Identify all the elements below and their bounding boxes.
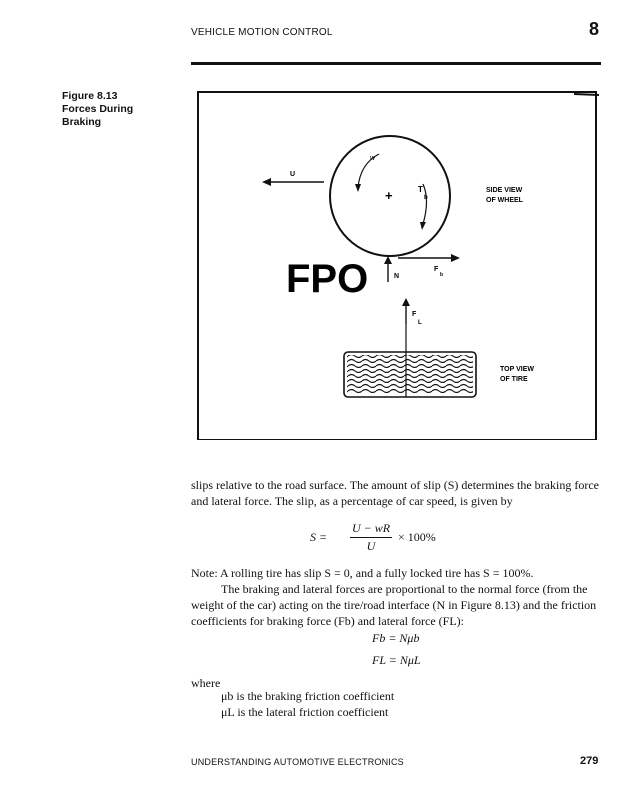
side-view-label-1: SIDE VIEW xyxy=(486,187,523,194)
fb-sub: b xyxy=(440,272,444,278)
tb-label: T xyxy=(418,185,423,194)
figure-caption-title-1: Forces During xyxy=(62,103,134,115)
fb-label: F xyxy=(434,266,439,273)
definition-lateral-coefficient: μL is the lateral friction coefficient xyxy=(221,705,389,719)
n-label: N xyxy=(394,273,400,280)
u-label: U xyxy=(290,171,296,178)
slip-equation-numerator: U − wR xyxy=(351,521,391,535)
tb-sub: b xyxy=(424,195,428,201)
top-view-label-1: TOP VIEW xyxy=(500,366,534,373)
page-number: 279 xyxy=(580,755,599,767)
rotation-arrow xyxy=(358,154,379,188)
slip-equation xyxy=(310,521,490,557)
fpo-placeholder: FPO xyxy=(286,257,369,301)
paragraph-forces: The braking and lateral forces are proportional to the normal force (from the weight of the car) acting on the tire/road interface (N in Figure 8.13) and the friction coefficients for braking force (Fb) and lateral force (FL): xyxy=(191,582,597,628)
fl-sub: L xyxy=(418,320,422,326)
top-view-label-2: OF TIRE xyxy=(500,376,528,383)
fl-label: F xyxy=(412,311,417,318)
braking-forces-figure xyxy=(194,88,602,440)
w-label: w xyxy=(370,155,376,162)
figure-caption-number: Figure 8.13 xyxy=(62,90,118,102)
figure-caption-title-2: Braking xyxy=(62,116,102,128)
paragraph-slip: slips relative to the road surface. The amount of slip (S) determines the braking force and lateral force. The slip, as a percentage of car speed, is given by xyxy=(191,478,599,508)
slip-equation-lhs: S = xyxy=(310,530,328,544)
definition-braking-coefficient: μb is the braking friction coefficient xyxy=(221,689,395,703)
slip-equation-denominator: U xyxy=(366,539,376,553)
running-header: VEHICLE MOTION CONTROL xyxy=(191,27,333,38)
slip-equation-rhs: × 100% xyxy=(398,530,436,544)
side-view-label-2: OF WHEEL xyxy=(486,197,523,204)
lateral-force-equation: FL = NμL xyxy=(372,653,421,667)
chapter-number: 8 xyxy=(589,19,600,39)
running-footer: UNDERSTANDING AUTOMOTIVE ELECTRONICS xyxy=(191,757,404,767)
torque-arrow xyxy=(423,184,427,224)
paragraph-note: Note: A rolling tire has slip S = 0, and a fully locked tire has S = 100%. xyxy=(191,566,534,580)
wheel-center-mark: + xyxy=(385,188,393,203)
header-rule xyxy=(191,62,601,65)
braking-force-equation: Fb = Nμb xyxy=(372,631,420,645)
figure-caption xyxy=(62,90,172,129)
where-label: where xyxy=(191,676,221,690)
fraction-bar xyxy=(350,537,392,538)
